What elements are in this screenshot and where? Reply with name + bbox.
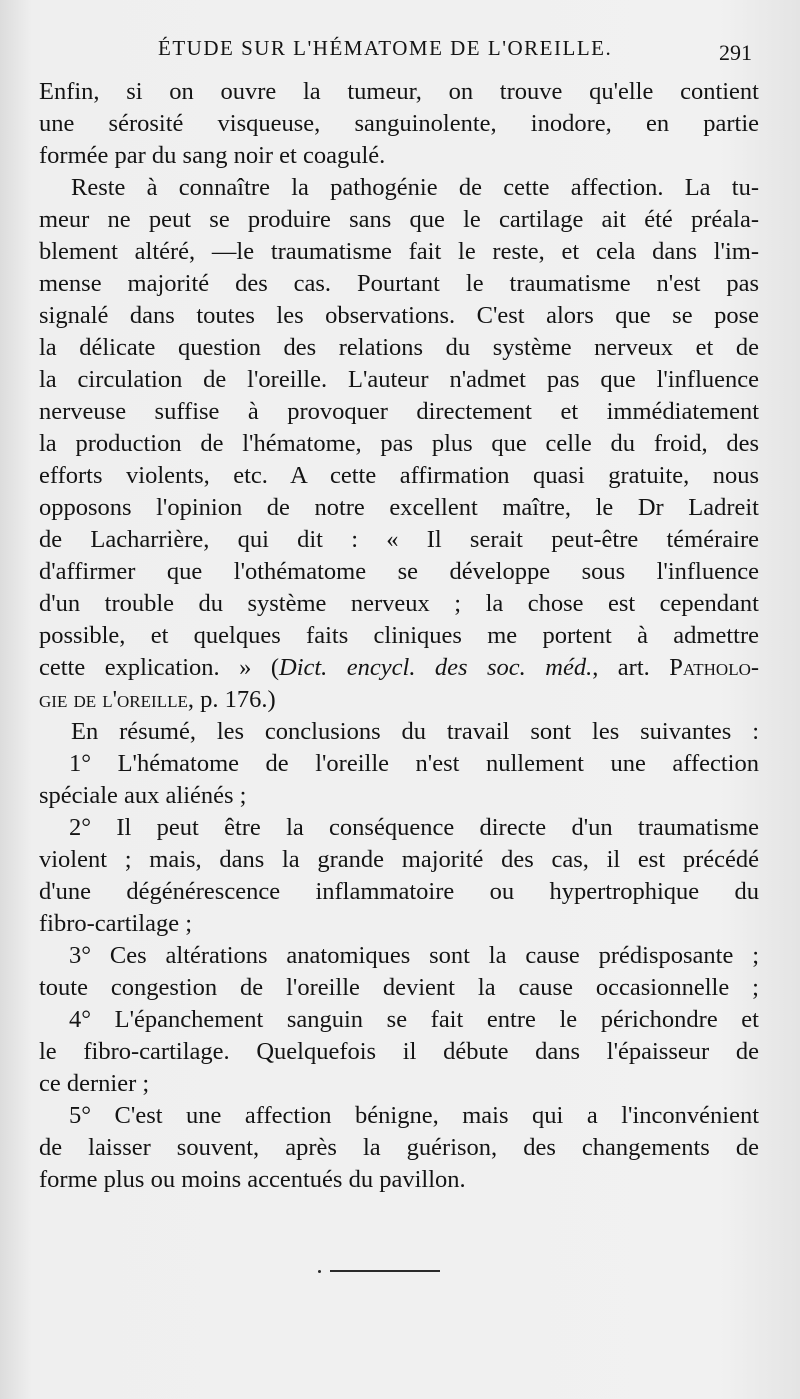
- conclusion-line: d'une dégénérescence inflammatoire ou hypertrophique du: [39, 878, 759, 905]
- page-number: 291: [719, 40, 752, 65]
- text-line: de Lacharrière, qui dit : « Il serait peut-être téméraire: [39, 526, 759, 553]
- text-line: opposons l'opinion de notre excellent maître, le Dr Ladreit: [39, 494, 759, 521]
- text-line: une sérosité visqueuse, sanguinolente, inodore, en partie: [39, 110, 759, 137]
- text-line: Reste à connaître la pathogénie de cette affection. La tu-: [71, 174, 759, 201]
- conclusion-line: de laisser souvent, après la guérison, des changements de: [39, 1134, 759, 1161]
- citation-text: , p. 176.): [187, 686, 276, 713]
- text-line: d'un trouble du système nerveux ; la chose est cependant: [39, 590, 759, 617]
- ornament-rule: [330, 1270, 440, 1272]
- conclusion-line: forme plus ou moins accentués du pavillon.: [39, 1166, 466, 1193]
- conclusion-line: ce dernier ;: [39, 1070, 150, 1097]
- conclusion-line: 1° L'hématome de l'oreille n'est nullement une affection: [69, 750, 759, 777]
- conclusion-line: 5° C'est une affection bénigne, mais qui a l'inconvénient: [69, 1102, 759, 1129]
- text-line: possible, et quelques faits cliniques me portent à admettre: [39, 622, 759, 649]
- conclusion-line: violent ; mais, dans la grande majorité des cas, il est précédé: [39, 846, 759, 873]
- conclusion-line: 2° Il peut être la conséquence directe d'un traumatisme: [69, 814, 759, 841]
- text-line: Enfin, si on ouvre la tumeur, on trouve qu'elle contient: [39, 78, 759, 105]
- text-line: meur ne peut se produire sans que le cartilage ait été préala-: [39, 206, 759, 233]
- citation-line: [39, 652, 759, 684]
- running-head: ÉTUDE SUR L'HÉMATOME DE L'OREILLE.: [158, 36, 613, 60]
- text-line: formée par du sang noir et coagulé.: [39, 142, 386, 169]
- citation-title: Dict. encycl. des soc. méd.: [279, 654, 593, 681]
- conclusion-line: le fibro-cartilage. Quelquefois il débute dans l'épaisseur de: [39, 1038, 759, 1065]
- text-line: efforts violents, etc. A cette affirmation quasi gratuite, nous: [39, 462, 759, 489]
- summary-intro: En résumé, les conclusions du travail sont les suivantes :: [71, 718, 759, 745]
- text-line: mense majorité des cas. Pourtant le traumatisme n'est pas: [39, 270, 759, 297]
- conclusion-line: fibro-cartilage ;: [39, 910, 193, 937]
- text-line: blement altéré, —le traumatisme fait le reste, et cela dans l'im-: [39, 238, 759, 265]
- text-line: la délicate question des relations du système nerveux et de: [39, 334, 759, 361]
- text-line: nerveuse suffise à provoquer directement et immédiatement: [39, 398, 759, 425]
- conclusion-line: spéciale aux aliénés ;: [39, 782, 247, 809]
- citation-smallcaps: gie de l'oreille: [39, 686, 188, 713]
- end-ornament: [330, 1268, 440, 1274]
- citation-line: [39, 684, 759, 716]
- conclusion-line: toute congestion de l'oreille devient la cause occasionnelle ;: [39, 974, 759, 1001]
- text-line: d'affirmer que l'othématome se développe sous l'influence: [39, 558, 759, 585]
- page-header: [40, 36, 760, 66]
- citation-smallcaps: Patholo-: [669, 654, 760, 681]
- conclusion-line: 4° L'épanchement sanguin se fait entre le périchondre et: [69, 1006, 759, 1033]
- text-line: la production de l'hématome, pas plus que celle du froid, des: [39, 430, 759, 457]
- text-line: la circulation de l'oreille. L'auteur n'admet pas que l'influence: [39, 366, 759, 393]
- citation-text: , art.: [592, 654, 670, 681]
- text-line: signalé dans toutes les observations. C'est alors que se pose: [39, 302, 759, 329]
- citation-text: cette explication. » (: [39, 654, 279, 681]
- conclusion-line: 3° Ces altérations anatomiques sont la cause prédisposante ;: [69, 942, 759, 969]
- ornament-dot: [318, 1270, 321, 1273]
- body-text: [39, 76, 759, 1196]
